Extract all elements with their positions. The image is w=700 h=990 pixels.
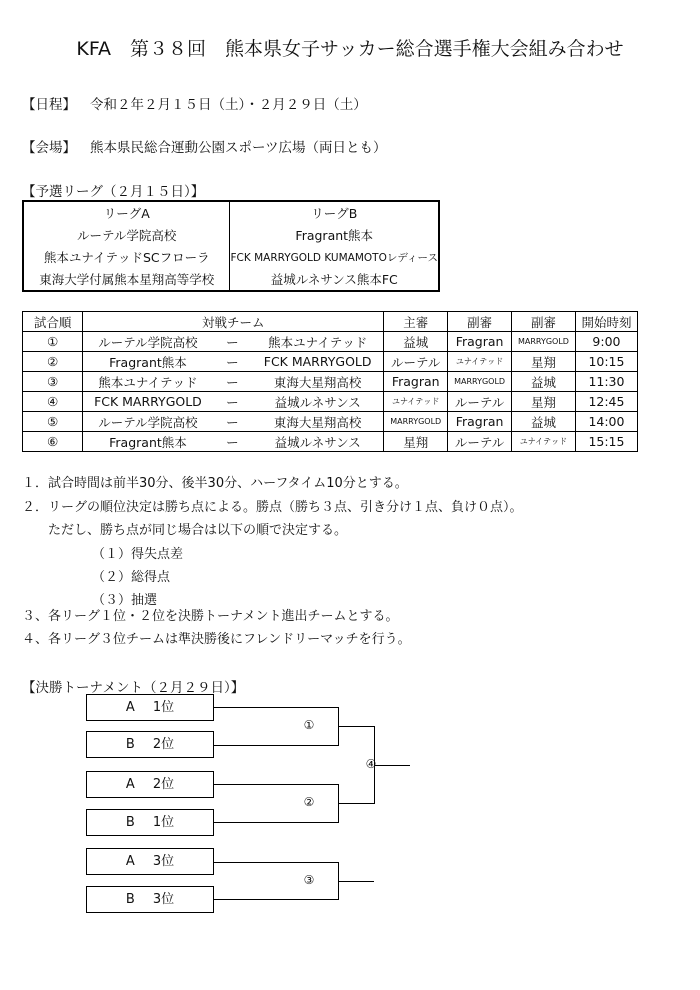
- header-assistant-1: 副審: [448, 312, 512, 332]
- slot-rank: 1位: [152, 700, 175, 715]
- start-time: 11:30: [575, 372, 637, 392]
- start-time: 15:15: [575, 432, 637, 452]
- referee: ユナイテッド: [384, 392, 448, 412]
- referee: ルーテル: [384, 352, 448, 372]
- referee: 益城: [384, 332, 448, 352]
- assistant-1: Fragran: [448, 412, 512, 432]
- start-time: 10:15: [575, 352, 637, 372]
- home-team: FCK MARRYGOLD: [83, 392, 213, 412]
- away-team: FCK MARRYGOLD: [252, 352, 384, 372]
- league-a-team: 熊本ユナイテッドSCフローラ: [23, 246, 230, 268]
- note-4: ４、各リーグ３位チームは準決勝後にフレンドリーマッチを行う。: [22, 632, 411, 647]
- header-referee: 主審: [384, 312, 448, 332]
- assistant-2: 星翔: [512, 392, 576, 412]
- bracket-line: [213, 822, 338, 823]
- bracket-line: [213, 745, 338, 746]
- match-label-1: ①: [303, 718, 315, 732]
- table-row: [23, 332, 638, 352]
- start-time: 9:00: [575, 332, 637, 352]
- league-b-team: 益城ルネサンス熊本FC: [270, 272, 398, 287]
- away-team: 東海大星翔高校: [252, 372, 384, 392]
- league-a-team: ルーテル学院高校: [23, 224, 230, 246]
- start-time: 14:00: [575, 412, 637, 432]
- league-table: [22, 200, 440, 292]
- slot-rank: 1位: [152, 815, 175, 830]
- assistant-1: ユナイテッド: [448, 352, 512, 372]
- match-schedule-table: [22, 311, 638, 452]
- bracket-slot-b1: [86, 809, 214, 836]
- bracket-line: [338, 726, 374, 727]
- table-row: [23, 392, 638, 412]
- schedule-value: 令和２年２月１５日（土）・２月２９日（土）: [90, 97, 367, 113]
- start-time: 12:45: [575, 392, 637, 412]
- schedule-line: [22, 93, 367, 113]
- match-label-4: ④: [365, 757, 377, 771]
- bracket-slot-b3: [86, 886, 214, 913]
- league-a-name: リーグA: [23, 201, 230, 224]
- venue-label: 【会場】: [22, 140, 76, 156]
- referee: MARRYGOLD: [384, 412, 448, 432]
- away-team: 益城ルネサンス: [252, 432, 384, 452]
- vs-dash: ー: [213, 412, 252, 432]
- page-title: KFA 第３８回 熊本県女子サッカー総合選手権大会組み合わせ: [76, 38, 624, 60]
- vs-dash: ー: [213, 332, 252, 352]
- note-2: ２．リーグの順位決定は勝ち点による。勝点（勝ち３点、引き分け１点、負け０点）。: [22, 500, 523, 515]
- assistant-2: ユナイテッド: [512, 432, 576, 452]
- final-heading: 【決勝トーナメント（２月２９日）】: [22, 680, 245, 696]
- match-no: ①: [23, 332, 83, 352]
- venue-line: [22, 136, 386, 156]
- bracket-slot-a1: [86, 694, 214, 721]
- match-no: ⑥: [23, 432, 83, 452]
- bracket-line: [213, 784, 338, 785]
- slot-league: B: [125, 737, 135, 752]
- slot-league: B: [125, 892, 135, 907]
- match-label-2: ②: [303, 795, 315, 809]
- criterion-3: （３）抽選: [92, 593, 158, 608]
- table-row: [23, 352, 638, 372]
- slot-rank: 2位: [152, 777, 175, 792]
- home-team: 熊本ユナイテッド: [83, 372, 213, 392]
- note-2-sub: ただし、勝ち点が同じ場合は以下の順で決定する。: [48, 523, 348, 538]
- assistant-2: 益城: [512, 412, 576, 432]
- slot-rank: 3位: [152, 892, 175, 907]
- bracket-slot-b2: [86, 731, 214, 758]
- bracket-slot-a2: [86, 771, 214, 798]
- bracket-line: [213, 707, 338, 708]
- league-b-team: Fragrant熊本: [295, 228, 374, 243]
- slot-league: A: [125, 700, 135, 715]
- league-a-team: 東海大学付属熊本星翔高等学校: [23, 268, 230, 291]
- bracket-line: [213, 862, 338, 863]
- slot-league: A: [125, 777, 135, 792]
- referee: Fragran: [384, 372, 448, 392]
- prelim-heading: 【予選リーグ（２月１５日）】: [22, 184, 205, 200]
- match-no: ④: [23, 392, 83, 412]
- match-no: ②: [23, 352, 83, 372]
- away-team: 東海大星翔高校: [252, 412, 384, 432]
- home-team: ルーテル学院高校: [83, 412, 213, 432]
- slot-rank: 3位: [152, 854, 175, 869]
- assistant-1: Fragran: [448, 332, 512, 352]
- schedule-label: 【日程】: [22, 97, 76, 113]
- vs-dash: ー: [213, 372, 252, 392]
- assistant-2: 星翔: [512, 352, 576, 372]
- header-match-no: 試合順: [23, 312, 83, 332]
- away-team: 熊本ユナイテッド: [252, 332, 384, 352]
- criterion-2: （２）総得点: [92, 570, 171, 585]
- header-start-time: 開始時刻: [575, 312, 637, 332]
- bracket-line: [338, 881, 374, 882]
- assistant-1: ルーテル: [448, 432, 512, 452]
- bracket-line: [338, 803, 374, 804]
- assistant-2: 益城: [512, 372, 576, 392]
- home-team: ルーテル学院高校: [83, 332, 213, 352]
- table-row: [23, 432, 638, 452]
- assistant-2: MARRYGOLD: [512, 332, 576, 352]
- note-3: ３、各リーグ１位・２位を決勝トーナメント進出チームとする。: [22, 609, 399, 624]
- assistant-1: ルーテル: [448, 392, 512, 412]
- away-team: 益城ルネサンス: [252, 392, 384, 412]
- header-teams: 対戦チーム: [83, 312, 384, 332]
- referee: 星翔: [384, 432, 448, 452]
- assistant-1: MARRYGOLD: [448, 372, 512, 392]
- match-no: ⑤: [23, 412, 83, 432]
- bracket-slot-a3: [86, 848, 214, 875]
- note-1: １．試合時間は前半30分、後半30分、ハーフタイム10分とする。: [22, 476, 408, 491]
- league-b-team: FCK MARRYGOLD KUMAMOTOレディース: [230, 251, 438, 264]
- bracket-line: [213, 899, 338, 900]
- home-team: Fragrant熊本: [83, 352, 213, 372]
- header-assistant-2: 副審: [512, 312, 576, 332]
- slot-rank: 2位: [152, 737, 175, 752]
- slot-league: B: [125, 815, 135, 830]
- vs-dash: ー: [213, 352, 252, 372]
- venue-value: 熊本県民総合運動公園スポーツ広場（両日とも）: [90, 140, 387, 156]
- vs-dash: ー: [213, 432, 252, 452]
- table-header-row: [23, 312, 638, 332]
- slot-league: A: [125, 854, 135, 869]
- league-b-name: リーグB: [311, 206, 358, 221]
- home-team: Fragrant熊本: [83, 432, 213, 452]
- match-label-3: ③: [303, 873, 315, 887]
- vs-dash: ー: [213, 392, 252, 412]
- table-row: [23, 372, 638, 392]
- table-row: [23, 412, 638, 432]
- match-no: ③: [23, 372, 83, 392]
- criterion-1: （１）得失点差: [92, 547, 184, 562]
